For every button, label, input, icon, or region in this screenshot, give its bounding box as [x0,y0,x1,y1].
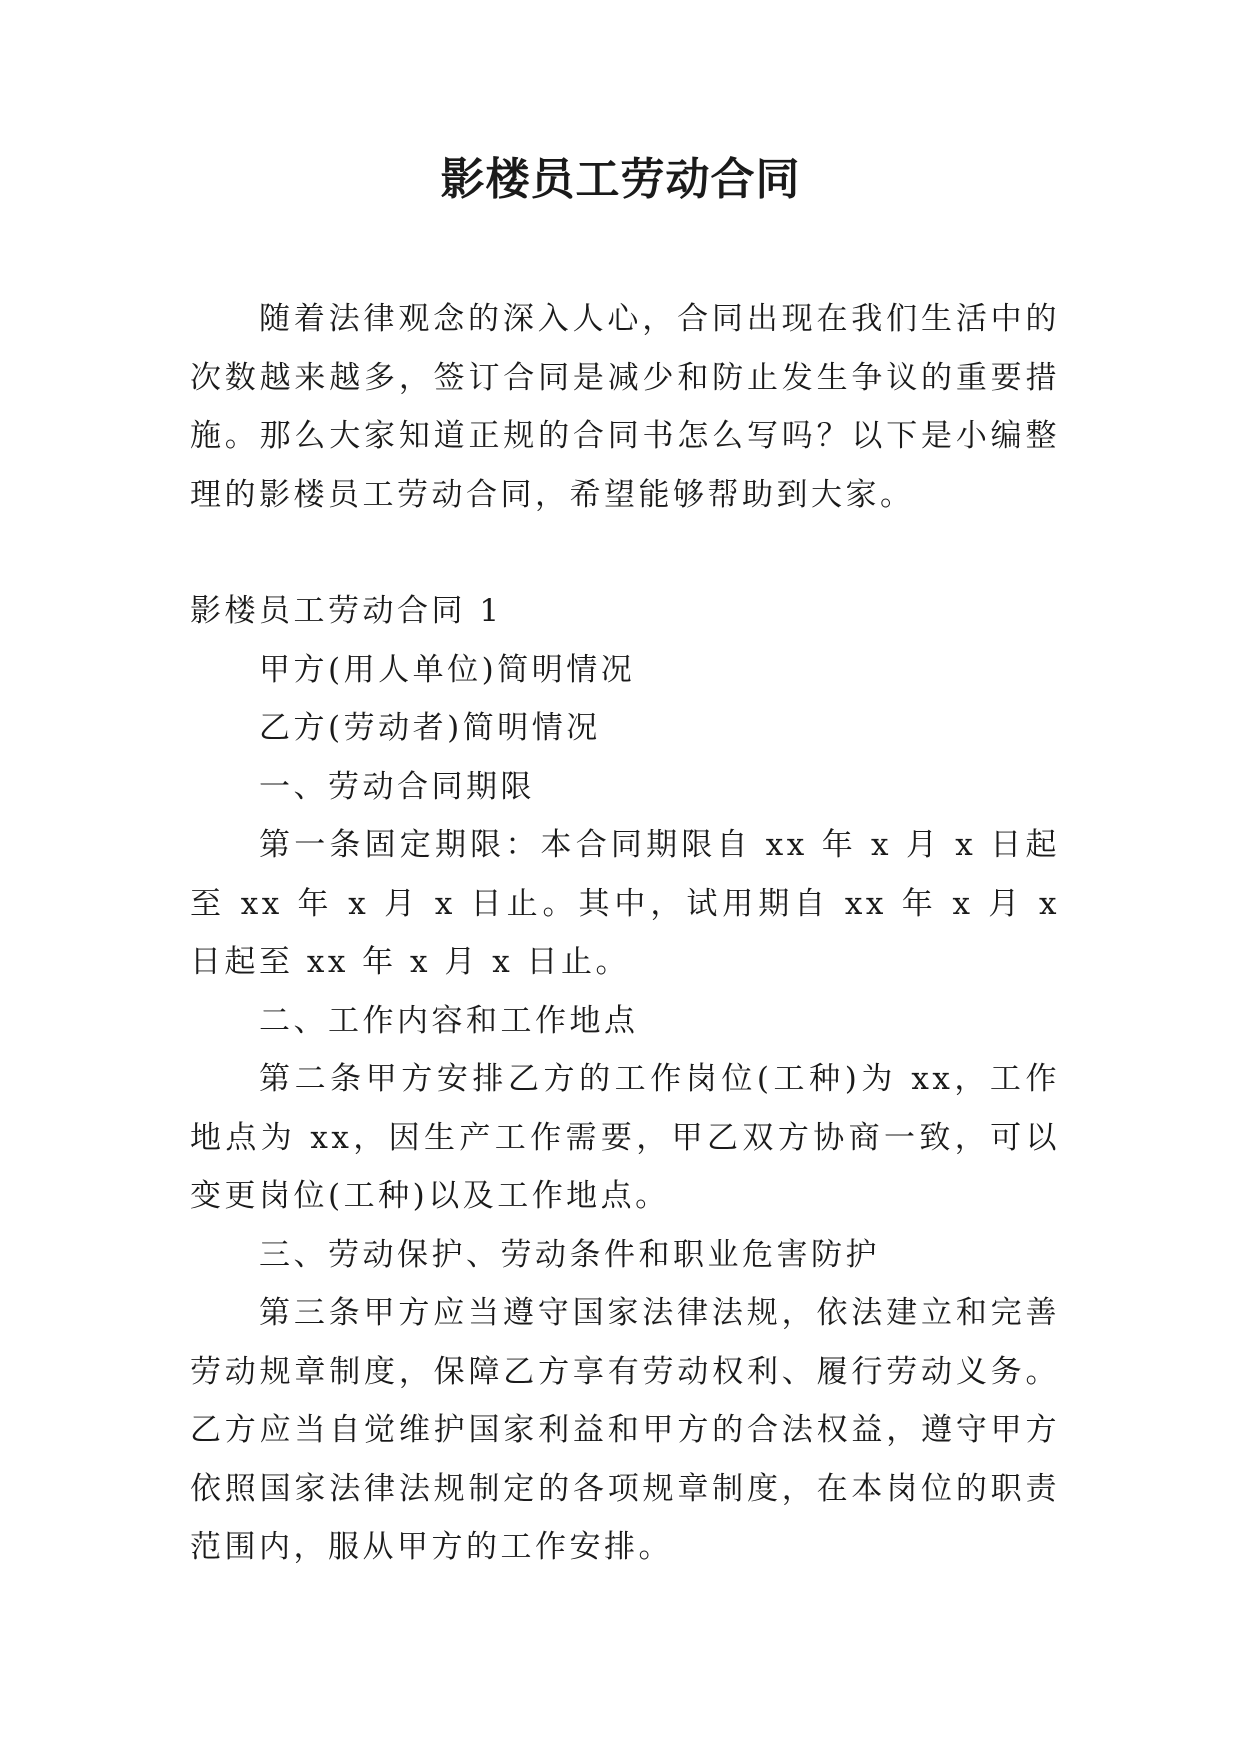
clause-heading-work: 二、工作内容和工作地点 [259,1002,639,1039]
document-body [190,290,1060,1577]
clause-heading-term: 一、劳动合同期限 [259,768,535,805]
party-b-paragraph: 乙方(劳动者)简明情况 [259,710,601,746]
article-1-paragraph: 第一条固定期限：本合同期限自 xx 年 x 月 x 日起至 xx 年 x 月 x 日止。其中，试用期自 xx 年 x 月 x 日起至 xx 年 x 月 x 日止。 [190,827,1060,980]
article-3-paragraph: 第三条甲方应当遵守国家法律法规，依法建立和完善劳动规章制度，保障乙方享有劳动权利、履行劳动义务。乙方应当自觉维护国家利益和甲方的合法权益，遵守甲方依照国家法律法规制定的各项规章制度，在本岗位的职责范围内，服从甲方的工作安排。 [190,1295,1060,1565]
clause-heading-protection: 三、劳动保护、劳动条件和职业危害防护 [259,1236,880,1273]
intro-paragraph: 随着法律观念的深入人心，合同出现在我们生活中的次数越来越多，签订合同是减少和防止发生争议的重要措施。那么大家知道正规的合同书怎么写吗？以下是小编整理的影楼员工劳动合同，希望能够帮助到大家。 [190,301,1060,513]
document-title: 影楼员工劳动合同 [440,154,801,205]
article-2-paragraph: 第二条甲方安排乙方的工作岗位(工种)为 xx，工作地点为 xx，因生产工作需要，甲乙双方协商一致，可以变更岗位(工种)以及工作地点。 [190,1061,1060,1214]
party-a-paragraph: 甲方(用人单位)简明情况 [259,651,636,688]
section-heading: 影楼员工劳动合同 1 [190,593,503,629]
